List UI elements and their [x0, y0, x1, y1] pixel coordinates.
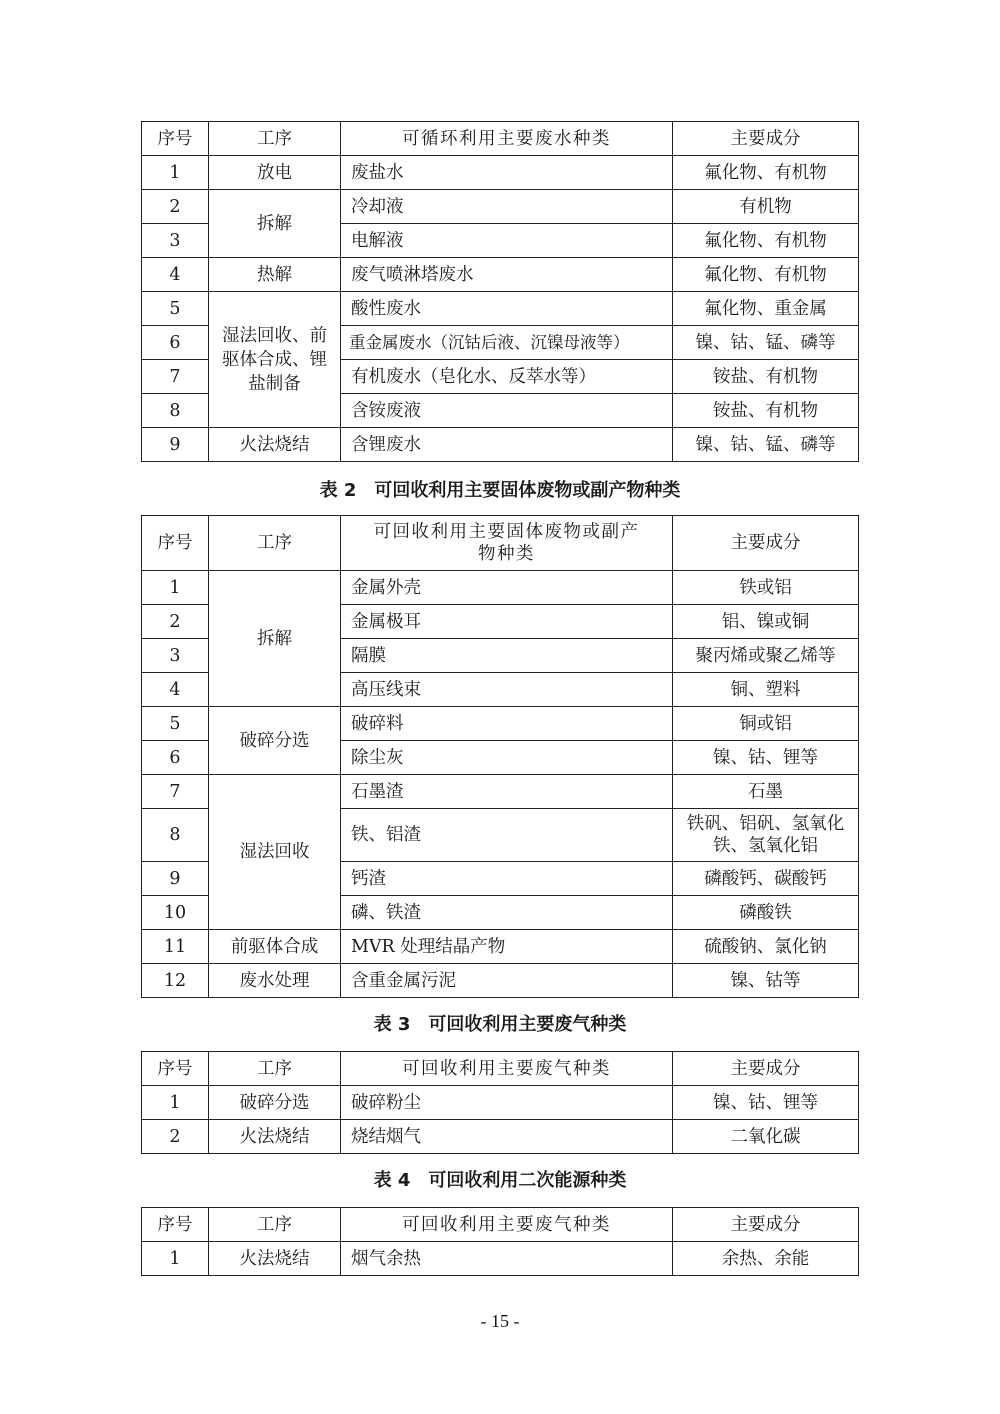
cell-seq: 3 [142, 224, 209, 258]
cell-item: 烟气余热 [341, 1242, 673, 1276]
cell-component: 石墨 [673, 775, 859, 809]
table-row [142, 156, 859, 190]
cell-item: 除尘灰 [341, 741, 673, 775]
table-row [142, 571, 859, 605]
table-row [142, 428, 859, 462]
cell-component: 磷酸铁 [673, 896, 859, 930]
cell-item: 有机废水（皂化水、反萃水等） [341, 360, 673, 394]
cell-component: 余热、余能 [673, 1242, 859, 1276]
cell-item: 破碎粉尘 [341, 1086, 673, 1120]
cell-item: 废盐水 [341, 156, 673, 190]
table-row [142, 1242, 859, 1276]
table-row [142, 930, 859, 964]
cell-component: 硫酸钠、氯化钠 [673, 930, 859, 964]
table-2 [141, 515, 859, 998]
cell-item: 含铵废液 [341, 394, 673, 428]
cell-item: 破碎料 [341, 707, 673, 741]
table-header-row [142, 122, 859, 156]
header-component: 主要成分 [673, 1208, 859, 1242]
cell-seq: 12 [142, 964, 209, 998]
cell-seq: 9 [142, 862, 209, 896]
cell-item: 烧结烟气 [341, 1120, 673, 1154]
table-header-row [142, 1052, 859, 1086]
cell-item: 金属外壳 [341, 571, 673, 605]
table-header-row [142, 1208, 859, 1242]
cell-component: 铵盐、有机物 [673, 360, 859, 394]
cell-process: 破碎分选 [209, 1086, 341, 1120]
cell-process: 热解 [209, 258, 341, 292]
header-process: 工序 [209, 122, 341, 156]
cell-item: 电解液 [341, 224, 673, 258]
cell-item: 含重金属污泥 [341, 964, 673, 998]
cell-seq: 4 [142, 673, 209, 707]
cell-component: 铁矾、铝矾、氢氧化铁、氢氧化铝 [673, 809, 859, 862]
cell-component: 镍、钴等 [673, 964, 859, 998]
cell-item: MVR 处理结晶产物 [341, 930, 673, 964]
header-seq: 序号 [142, 1052, 209, 1086]
cell-component: 铁或铝 [673, 571, 859, 605]
cell-component: 镍、钴、锂等 [673, 741, 859, 775]
cell-seq: 1 [142, 1086, 209, 1120]
cell-process: 湿法回收、前驱体合成、锂盐制备 [209, 292, 341, 428]
header-item-type: 可循环利用主要废水种类 [341, 122, 673, 156]
cell-seq: 1 [142, 156, 209, 190]
header-seq: 序号 [142, 122, 209, 156]
cell-item: 铁、铝渣 [341, 809, 673, 862]
table-3-caption: 表 3 可回收利用主要废气种类 [373, 1014, 627, 1035]
cell-process: 湿法回收 [209, 775, 341, 930]
cell-component: 氟化物、有机物 [673, 156, 859, 190]
cell-component: 氟化物、有机物 [673, 258, 859, 292]
cell-component: 镍、钴、锂等 [673, 1086, 859, 1120]
header-seq: 序号 [142, 516, 209, 571]
cell-process: 火法烧结 [209, 428, 341, 462]
cell-seq: 2 [142, 605, 209, 639]
cell-process: 火法烧结 [209, 1242, 341, 1276]
cell-component: 磷酸钙、碳酸钙 [673, 862, 859, 896]
header-item-type: 可回收利用主要废气种类 [341, 1052, 673, 1086]
cell-process: 前驱体合成 [209, 930, 341, 964]
cell-seq: 10 [142, 896, 209, 930]
cell-process: 拆解 [209, 571, 341, 707]
cell-seq: 5 [142, 707, 209, 741]
cell-seq: 8 [142, 809, 209, 862]
header-component: 主要成分 [673, 516, 859, 571]
cell-seq: 1 [142, 1242, 209, 1276]
cell-seq: 4 [142, 258, 209, 292]
header-seq: 序号 [142, 1208, 209, 1242]
cell-item: 含锂废水 [341, 428, 673, 462]
table-row [142, 190, 859, 224]
table-row [142, 964, 859, 998]
cell-seq: 6 [142, 741, 209, 775]
table-4-caption: 表 4 可回收利用二次能源种类 [373, 1170, 627, 1191]
cell-item: 石墨渣 [341, 775, 673, 809]
cell-seq: 8 [142, 394, 209, 428]
cell-process: 放电 [209, 156, 341, 190]
cell-component: 氟化物、重金属 [673, 292, 859, 326]
cell-seq: 9 [142, 428, 209, 462]
cell-item: 隔膜 [341, 639, 673, 673]
cell-seq: 3 [142, 639, 209, 673]
cell-item: 金属极耳 [341, 605, 673, 639]
table-header-row [142, 516, 859, 571]
table-1 [141, 121, 859, 462]
cell-component: 铵盐、有机物 [673, 394, 859, 428]
table-row [142, 1120, 859, 1154]
cell-component: 二氧化碳 [673, 1120, 859, 1154]
cell-item: 冷却液 [341, 190, 673, 224]
table-4 [141, 1207, 859, 1276]
table-row [142, 775, 859, 809]
table-row [142, 292, 859, 326]
cell-seq: 7 [142, 775, 209, 809]
cell-component: 聚丙烯或聚乙烯等 [673, 639, 859, 673]
cell-component: 镍、钴、锰、磷等 [673, 326, 859, 360]
header-component: 主要成分 [673, 122, 859, 156]
header-component: 主要成分 [673, 1052, 859, 1086]
cell-seq: 11 [142, 930, 209, 964]
table-row [142, 258, 859, 292]
cell-process: 拆解 [209, 190, 341, 258]
table-3 [141, 1051, 859, 1154]
header-item-type: 可回收利用主要废气种类 [341, 1208, 673, 1242]
table-row [142, 1086, 859, 1120]
header-process: 工序 [209, 1052, 341, 1086]
cell-item: 钙渣 [341, 862, 673, 896]
header-process: 工序 [209, 516, 341, 571]
cell-item: 重金属废水（沉钴后液、沉镍母液等） [341, 326, 673, 360]
table-row [142, 707, 859, 741]
cell-component: 铝、镍或铜 [673, 605, 859, 639]
cell-item: 高压线束 [341, 673, 673, 707]
cell-process: 废水处理 [209, 964, 341, 998]
table-2-caption: 表 2 可回收利用主要固体废物或副产物种类 [319, 480, 681, 501]
cell-seq: 6 [142, 326, 209, 360]
cell-seq: 2 [142, 1120, 209, 1154]
cell-item: 磷、铁渣 [341, 896, 673, 930]
cell-process: 破碎分选 [209, 707, 341, 775]
header-process: 工序 [209, 1208, 341, 1242]
cell-component: 铜、塑料 [673, 673, 859, 707]
cell-component: 铜或铝 [673, 707, 859, 741]
cell-seq: 7 [142, 360, 209, 394]
cell-component: 镍、钴、锰、磷等 [673, 428, 859, 462]
cell-process: 火法烧结 [209, 1120, 341, 1154]
cell-item: 酸性废水 [341, 292, 673, 326]
cell-component: 有机物 [673, 190, 859, 224]
cell-item: 废气喷淋塔废水 [341, 258, 673, 292]
cell-seq: 5 [142, 292, 209, 326]
cell-seq: 1 [142, 571, 209, 605]
cell-seq: 2 [142, 190, 209, 224]
cell-component: 氟化物、有机物 [673, 224, 859, 258]
header-item-type: 可回收利用主要固体废物或副产物种类 [341, 516, 673, 571]
page-number: - 15 - [480, 1311, 520, 1331]
